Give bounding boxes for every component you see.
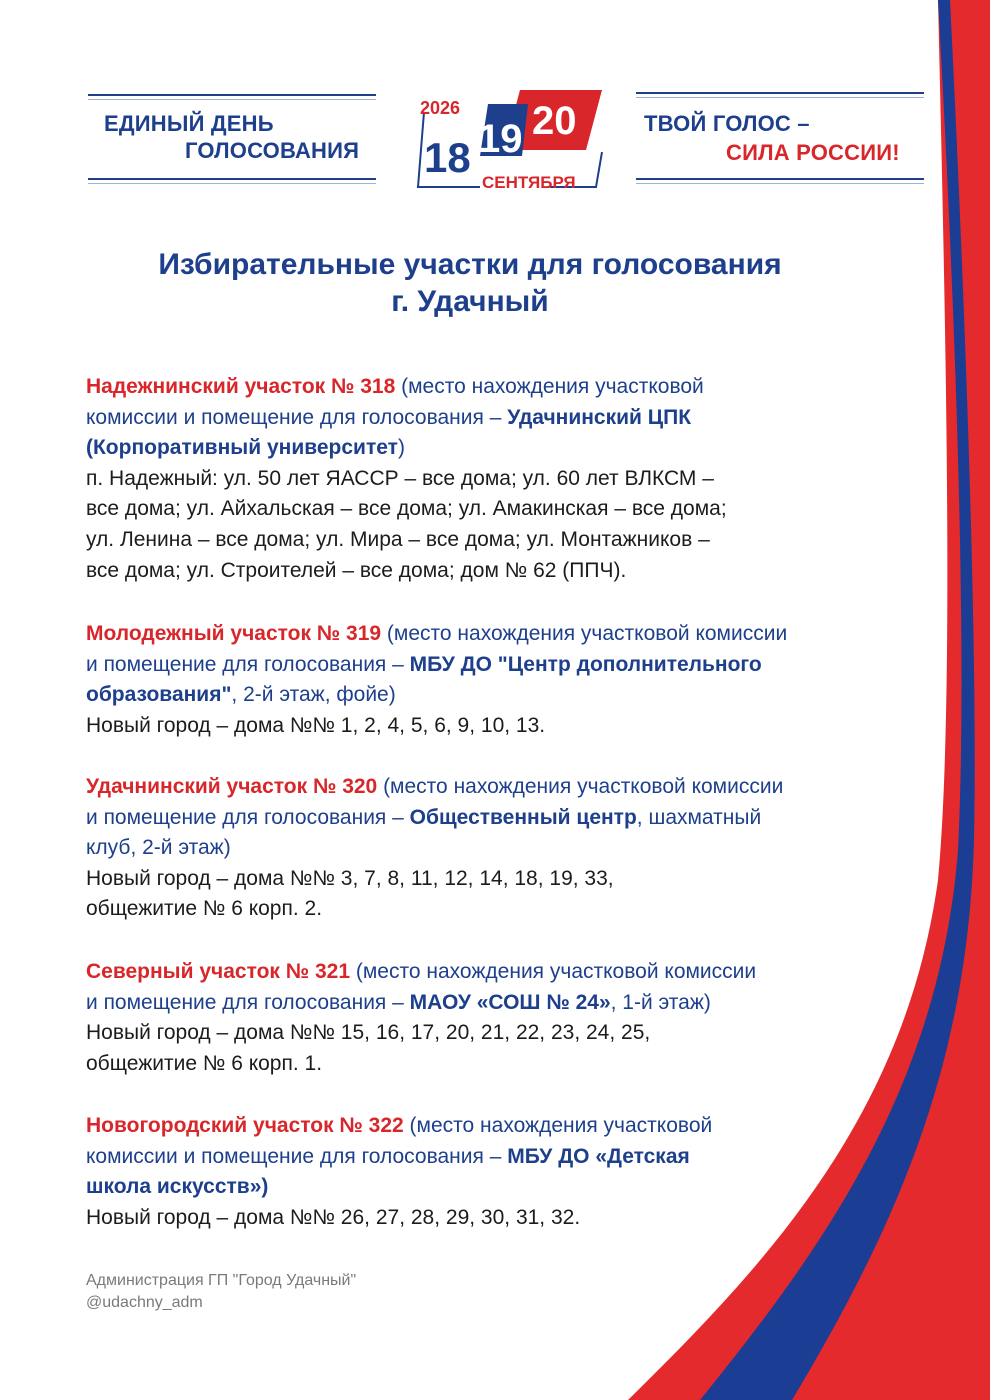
station-description: ) — [397, 436, 405, 460]
section-line — [86, 619, 946, 650]
station-venue: (Корпоративный университет — [86, 436, 398, 460]
section-line — [86, 894, 946, 925]
logo-month: СЕНТЯБРЯ — [482, 173, 576, 192]
section-line — [86, 772, 946, 803]
section-line — [86, 833, 946, 864]
station-name: Молодежный участок № 319 — [86, 622, 382, 645]
section-line — [86, 464, 946, 495]
section-line — [86, 403, 946, 434]
footer-handle: @udachny_adm — [86, 1294, 203, 1311]
station-addresses: общежитие № 6 корп. 2. — [86, 897, 323, 921]
station-venue: Удачнинский ЦПК — [507, 405, 692, 429]
station-venue: МБУ ДО «Детская — [507, 1144, 690, 1168]
header-left-top-rule-thin — [88, 99, 376, 100]
station-description: (место нахождения участковой комиссии — [381, 622, 788, 645]
station-description: и помещение для голосования – — [86, 805, 410, 829]
header-left-top-rule — [88, 94, 376, 96]
section-line — [86, 1049, 946, 1080]
station-name: Северный участок № 321 — [86, 960, 351, 983]
page-title-line1: Избирательные участки для голосования — [158, 248, 782, 281]
station-addresses: все дома; ул. Строителей – все дома; дом № 62 (ППЧ). — [86, 558, 627, 582]
logo-day-20: 20 — [532, 99, 577, 143]
station-description: (место нахождения участковой комиссии — [350, 960, 757, 983]
station-name: Новогородский участок № 322 — [86, 1114, 404, 1137]
station-description: , 2-й этаж, фойе) — [231, 683, 396, 707]
header-left-line1: ЕДИНЫЙ ДЕНЬ — [104, 111, 274, 136]
station-addresses: все дома; ул. Айхальская – все дома; ул. Амакинская – все дома; — [86, 497, 727, 521]
header-right-top-rule-thin — [636, 97, 924, 98]
header-left-bottom-rule-thin — [88, 183, 376, 184]
section-line — [86, 372, 946, 403]
station-venue: Общественный центр — [409, 805, 637, 829]
station-addresses: Новый город – дома №№ 1, 2, 4, 5, 6, 9, 10, 13. — [86, 713, 546, 737]
polling-station-318 — [86, 372, 946, 586]
footer-organization: Администрация ГП "Город Удачный" — [86, 1272, 357, 1289]
station-venue: школа искусств») — [86, 1175, 269, 1199]
header-right-bottom-rule-thin — [636, 183, 924, 184]
station-addresses: Новый город – дома №№ 26, 27, 28, 29, 30, 31, 32. — [86, 1205, 581, 1229]
section-line — [86, 988, 946, 1019]
polling-station-321 — [86, 957, 946, 1079]
header-right-bottom-rule — [636, 178, 924, 180]
header-right-line2: СИЛА РОССИИ! — [726, 140, 900, 165]
header-right-top-rule — [636, 92, 924, 94]
logo-year: 2026 — [420, 98, 461, 118]
polling-station-319 — [86, 619, 946, 741]
station-description: (место нахождения участковой — [395, 375, 704, 398]
station-description: комиссии и помещение для голосования – — [86, 1144, 508, 1168]
station-name: Удачнинский участок № 320 — [86, 775, 378, 798]
station-addresses: п. Надежный: ул. 50 лет ЯАССР – все дома; ул. 60 лет ВЛКСМ – — [86, 466, 714, 490]
section-line — [86, 1172, 946, 1203]
section-line — [86, 680, 946, 711]
polling-station-320 — [86, 772, 946, 925]
station-description: комиссии и помещение для голосования – — [86, 405, 508, 429]
station-description: и помещение для голосования – — [86, 652, 410, 676]
station-addresses: ул. Ленина – все дома; ул. Мира – все дома; ул. Монтажников – — [86, 527, 710, 551]
station-addresses: Новый город – дома №№ 3, 7, 8, 11, 12, 14, 18, 19, 33, — [86, 866, 614, 890]
section-line — [86, 433, 946, 464]
header-left-line2: ГОЛОСОВАНИЯ — [185, 138, 360, 163]
polling-station-322 — [86, 1111, 946, 1233]
section-line — [86, 650, 946, 681]
station-description: , шахматный — [636, 805, 762, 829]
section-line — [86, 494, 946, 525]
election-date-logo — [400, 82, 610, 197]
station-description: и помещение для голосования – — [86, 990, 410, 1014]
station-addresses: Новый город – дома №№ 15, 16, 17, 20, 21, 22, 23, 24, 25, — [86, 1021, 651, 1045]
station-description: (место нахождения участковой — [403, 1114, 713, 1137]
page-title-line2: г. Удачный — [391, 285, 549, 318]
section-line — [86, 1111, 946, 1142]
station-description: клуб, 2-й этаж) — [86, 836, 231, 860]
section-line — [86, 803, 946, 834]
page-title — [60, 246, 880, 320]
station-venue: МБУ ДО "Центр дополнительного — [409, 652, 762, 676]
section-line — [86, 1018, 946, 1049]
logo-day-19: 19 — [478, 117, 523, 161]
section-line — [86, 957, 946, 988]
station-venue: образования" — [86, 683, 232, 707]
header-left-bottom-rule — [88, 178, 376, 180]
station-venue: МАОУ «СОШ № 24» — [409, 990, 611, 1014]
station-description: , 1-й этаж) — [610, 990, 711, 1014]
section-line — [86, 711, 946, 742]
footer — [86, 1270, 356, 1314]
section-line — [86, 864, 946, 895]
station-addresses: общежитие № 6 корп. 1. — [86, 1051, 323, 1075]
station-name: Надежнинский участок № 318 — [86, 375, 396, 398]
header-right-line1: ТВОЙ ГОЛОС – — [644, 111, 810, 136]
section-line — [86, 525, 946, 556]
section-line — [86, 556, 946, 587]
section-line — [86, 1203, 946, 1234]
logo-day-18: 18 — [424, 134, 471, 181]
station-description: (место нахождения участковой комиссии — [377, 775, 784, 798]
section-line — [86, 1142, 946, 1173]
